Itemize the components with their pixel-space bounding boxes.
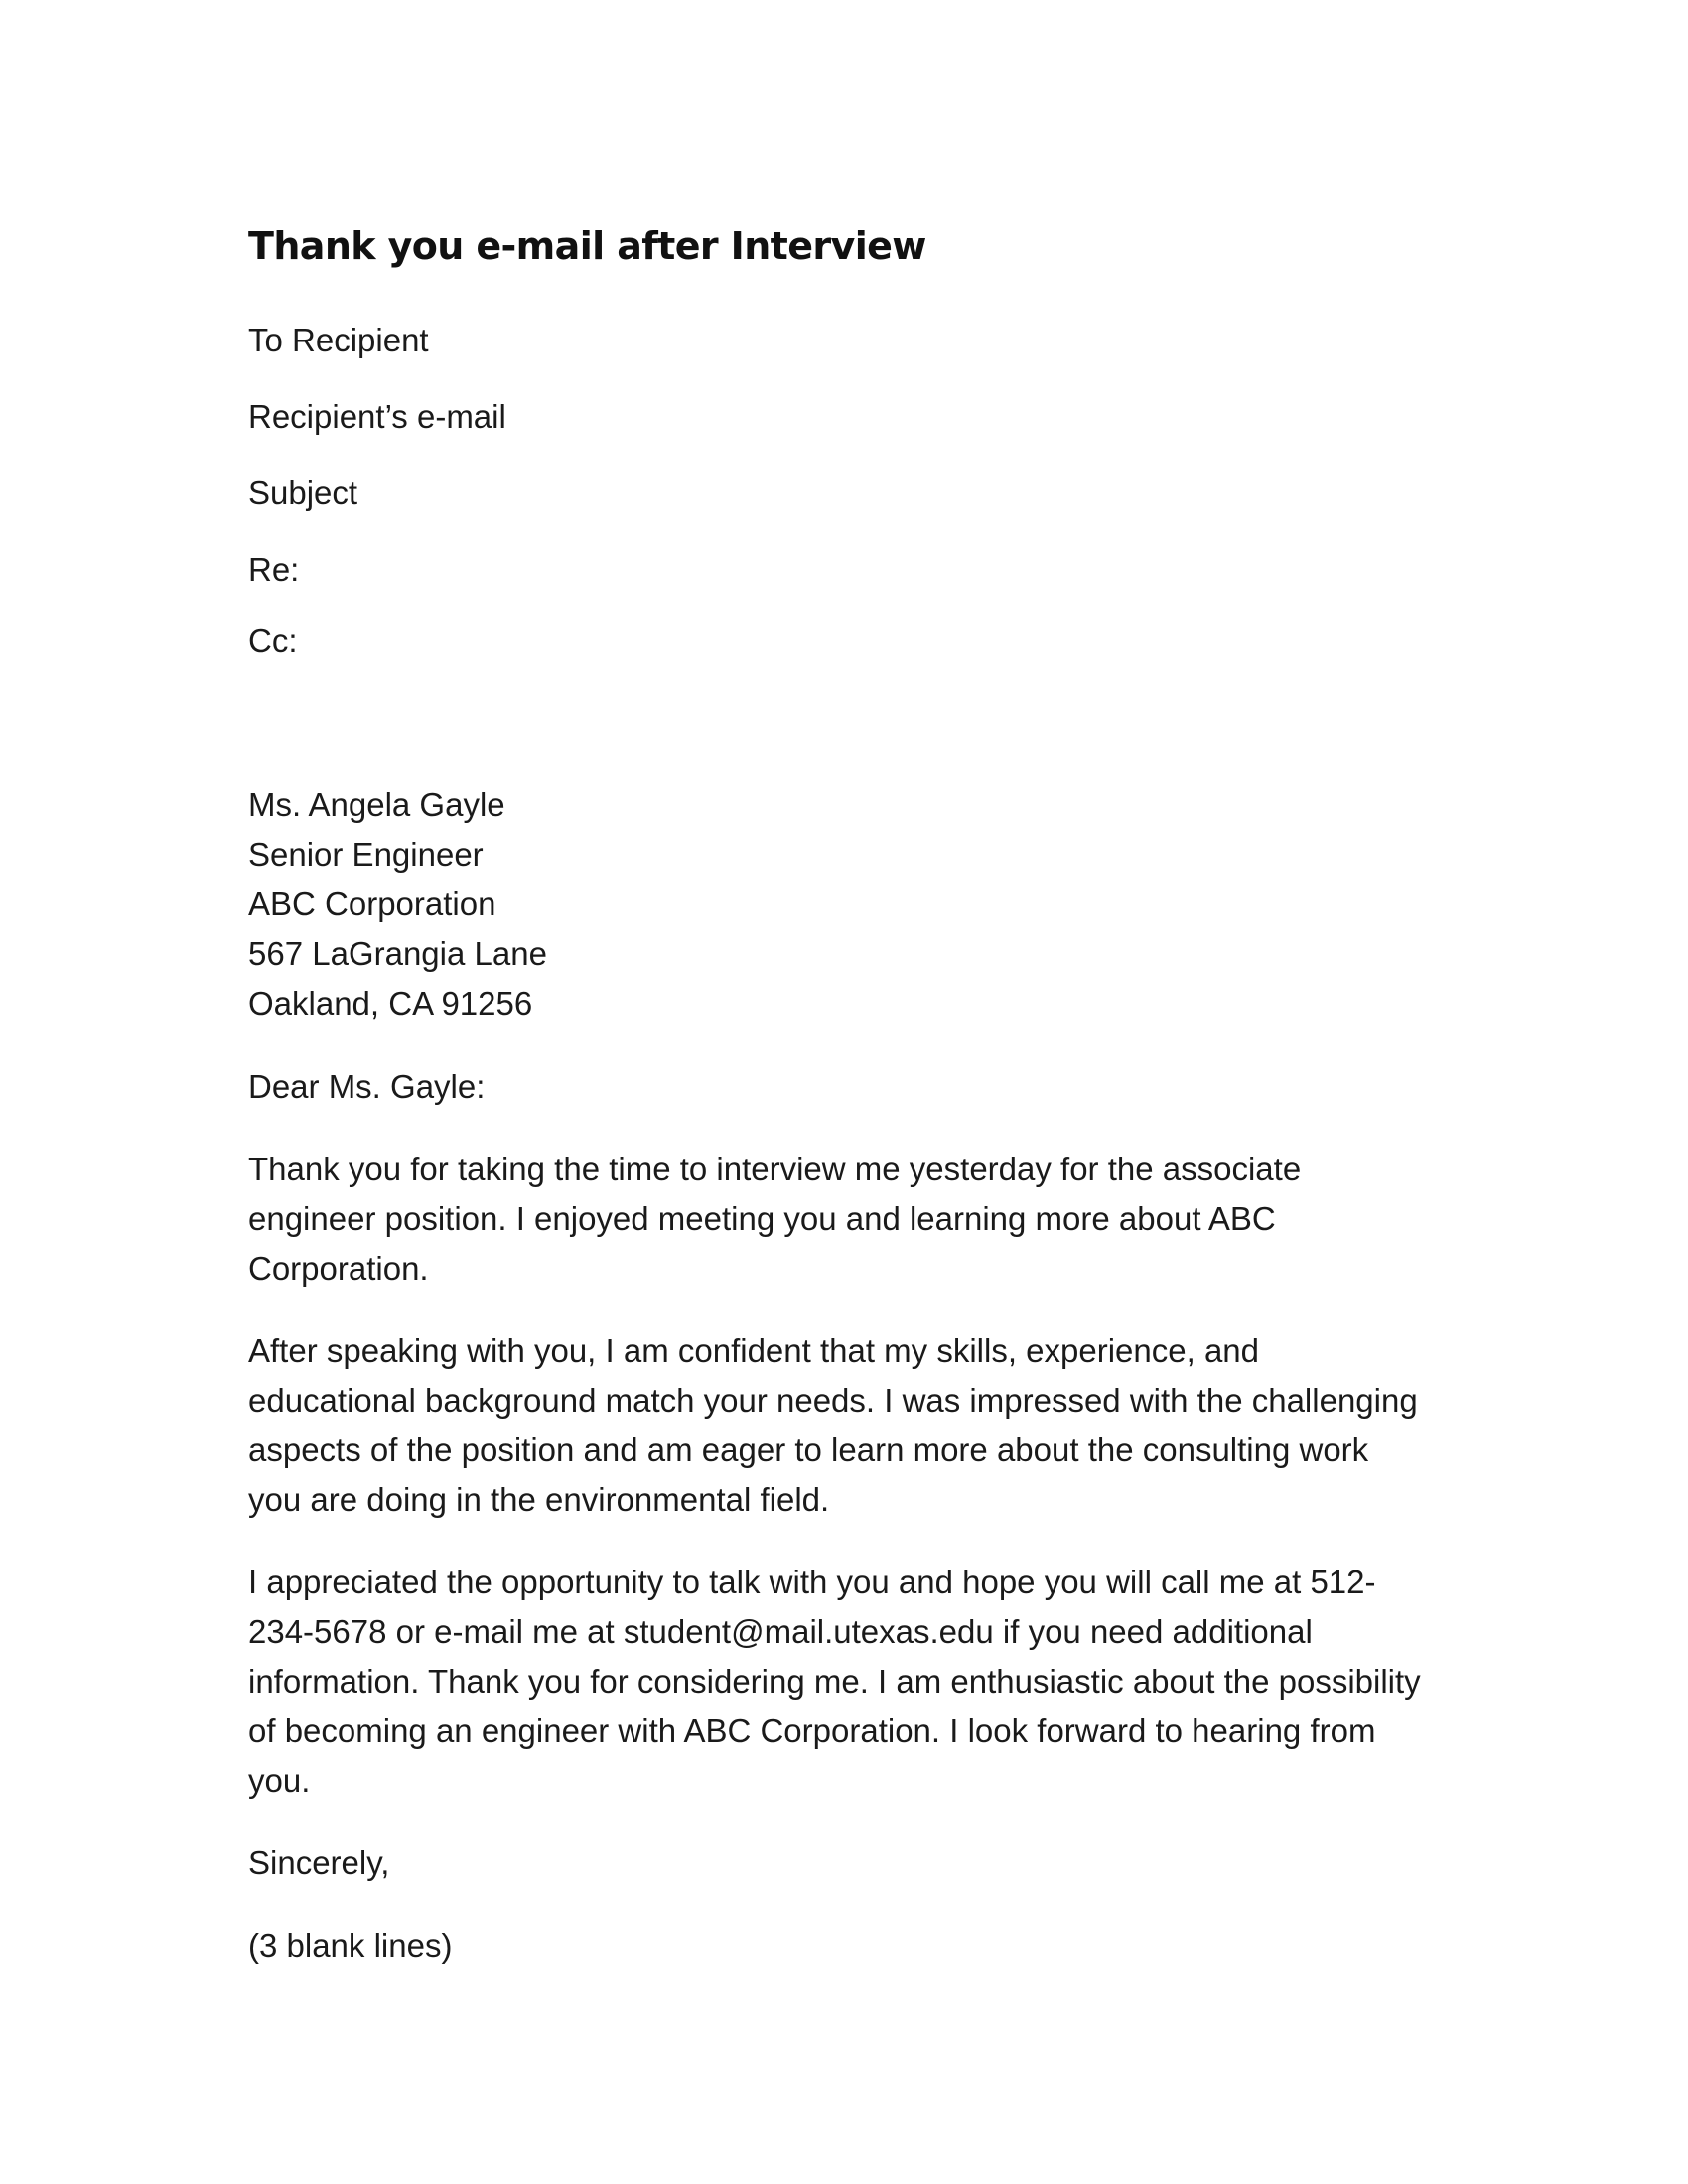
recipient-company: ABC Corporation [248, 886, 496, 922]
paragraph-line: I appreciated the opportunity to talk with you and hope you will call me at 512- [248, 1564, 1376, 1600]
paragraph-line: you. [248, 1762, 311, 1799]
subject-field: Subject [248, 475, 358, 511]
recipient-city: Oakland, CA 91256 [248, 985, 533, 1022]
signature-note: (3 blank lines) [248, 1927, 453, 1964]
paragraph-line: Corporation. [248, 1250, 429, 1287]
recipient-title: Senior Engineer [248, 836, 484, 873]
paragraph-line: educational background match your needs. I was impressed with the challenging [248, 1382, 1418, 1419]
paragraph-line: you are doing in the environmental field. [248, 1481, 830, 1518]
paragraph-line: engineer position. I enjoyed meeting you and learning more about ABC [248, 1200, 1276, 1237]
recipient-email-field: Recipient’s e-mail [248, 398, 506, 435]
paragraph-2 [248, 1326, 1418, 1525]
re-field: Re: [248, 551, 300, 588]
paragraph-line: 234-5678 or e-mail me at student@mail.utexas.edu if you need additional [248, 1613, 1313, 1650]
paragraph-1 [248, 1145, 1301, 1294]
salutation: Dear Ms. Gayle: [248, 1068, 486, 1105]
paragraph-line: information. Thank you for considering me. I am enthusiastic about the possibility [248, 1663, 1421, 1700]
document-title: Thank you e-mail after Interview [248, 224, 926, 268]
to-recipient-field: To Recipient [248, 322, 429, 358]
recipient-street: 567 LaGrangia Lane [248, 935, 547, 972]
paragraph-line: After speaking with you, I am confident that my skills, experience, and [248, 1332, 1260, 1369]
paragraph-line: aspects of the position and am eager to learn more about the consulting work [248, 1432, 1369, 1468]
paragraph-line: of becoming an engineer with ABC Corporation. I look forward to hearing from [248, 1712, 1376, 1749]
paragraph-3 [248, 1558, 1421, 1806]
cc-field: Cc: [248, 622, 298, 659]
paragraph-line: Thank you for taking the time to interview me yesterday for the associate [248, 1151, 1302, 1187]
closing: Sincerely, [248, 1844, 390, 1881]
recipient-name: Ms. Angela Gayle [248, 786, 505, 823]
recipient-address-block [248, 780, 547, 1028]
